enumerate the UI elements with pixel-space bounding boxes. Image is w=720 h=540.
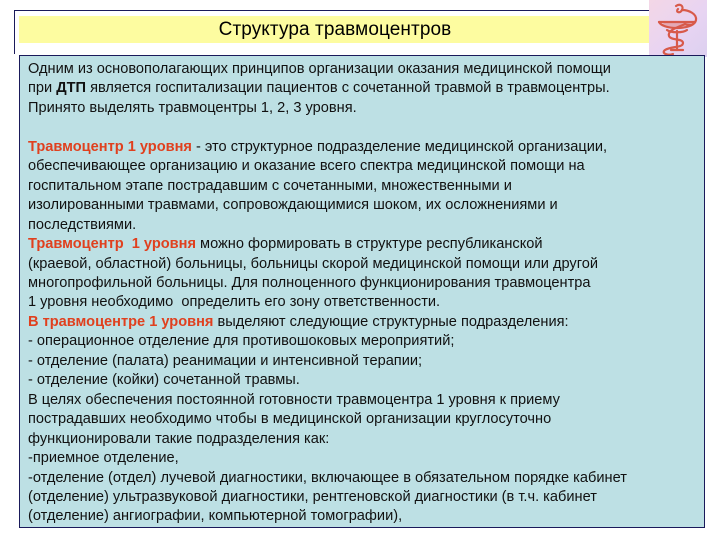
definition-line-1	[28, 138, 698, 157]
logo	[649, 0, 707, 57]
formation-line-1-rest: можно формировать в структуре республиканской	[196, 236, 543, 253]
page-title: Структура травмоцентров	[218, 18, 452, 40]
intro-line-2-pre: при	[28, 80, 57, 97]
readiness-line-3: функционировали такие подразделения как:	[28, 430, 330, 447]
subdivision-item: - операционное отделение для противошоковых мероприятий;	[28, 333, 455, 350]
intro-line-2-dtp: ДТП	[56, 80, 87, 97]
subdivision-item: - отделение (палата) реанимации и интенсивной терапии;	[28, 352, 423, 369]
readiness-line-2: пострадавших необходимо чтобы в медицинской организации круглосуточно	[28, 411, 552, 428]
intro-line-2-post: является госпитализации пациентов с сочетанной травмой в травмоцентры.	[86, 80, 610, 97]
definition-line-2: обеспечивающее организацию и оказание всего спектра медицинской помощи на	[28, 158, 585, 175]
readiness-item: -приемное отделение,	[28, 450, 179, 467]
title-band	[19, 16, 651, 43]
formation-line-3: многопрофильной больницы. Для полноценного функционирования травмоцентра	[28, 274, 591, 291]
subdivision-item: - отделение (койки) сочетанной травмы.	[28, 372, 300, 389]
formation-line-1	[28, 235, 698, 254]
subdivisions-line-1	[28, 313, 698, 332]
intro-line-2	[28, 79, 698, 98]
outer-frame-left-line	[14, 10, 15, 54]
content-text	[28, 60, 698, 527]
formation-highlight: Травмоцентр 1 уровня	[28, 236, 196, 253]
intro-line-3: Принято выделять травмоцентры 1, 2, 3 уровня.	[28, 99, 357, 116]
readiness-line-1: В целях обеспечения постоянной готовности травмоцентра 1 уровня к приему	[28, 391, 560, 408]
definition-line-3: госпитальном этапе пострадавшим с сочетанными, множественными и	[28, 177, 512, 194]
formation-line-2: (краевой, областной) больницы, больницы скорой медицинской помощи или другой	[28, 255, 598, 272]
readiness-item: -отделение (отдел) лучевой диагностики, включающее в обязательном порядке кабинет	[28, 469, 627, 486]
subdivisions-line-1-rest: выделяют следующие структурные подразделения:	[213, 313, 569, 330]
readiness-item: (отделение) ультразвуковой диагностики, рентгеновской диагностики (в т.ч. кабинет	[28, 488, 597, 505]
outer-frame-top-line	[14, 10, 654, 11]
formation-line-4: 1 уровня необходимо определить его зону ответственности.	[28, 294, 441, 311]
paragraph-spacer	[28, 118, 698, 137]
bowl-of-hygieia-icon	[649, 0, 707, 57]
intro-line-1: Одним из основополагающих принципов организации оказания медицинской помощи	[28, 61, 611, 77]
content-box	[19, 55, 705, 528]
definition-line-5: последствиями.	[28, 216, 137, 233]
readiness-item: (отделение) ангиографии, компьютерной томографии),	[28, 508, 403, 525]
definition-highlight: Травмоцентр 1 уровня	[28, 138, 192, 155]
definition-line-4: изолированными травмами, сопровождающимися шоком, их осложнениями и	[28, 197, 558, 214]
subdivisions-highlight: В травмоцентре 1 уровня	[28, 313, 214, 330]
definition-line-1-rest: - это структурное подразделение медицинской организации,	[191, 138, 608, 155]
